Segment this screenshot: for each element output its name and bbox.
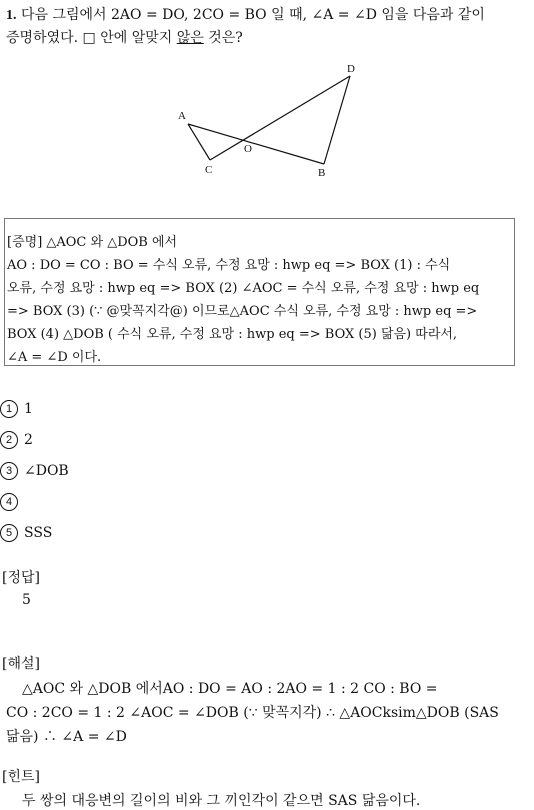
proof-line: BOX (4) △DOB ( 수식 오류, 수정 요망 : hwp eq => BOX (5) 닮음) 따라서, (7, 327, 458, 342)
choice-5[interactable] (0, 524, 52, 542)
explanation-line: CO : 2CO = 1 : 2 ∠AOC = ∠DOB (∵ 맞꼭지각) ∴ △AOCksim△DOB (SAS (6, 705, 499, 721)
hint-text: 두 쌍의 대응변의 길이의 비와 그 끼인각이 같으면 SAS 닮음이다. (22, 793, 421, 809)
explanation-line: △AOC 와 △DOB 에서AO : DO = AO : 2AO = 1 : 2 CO : BO = (22, 681, 438, 697)
choice-text: ∠DOB (24, 463, 69, 479)
choice-3[interactable] (0, 462, 69, 480)
answer-value: 5 (22, 592, 31, 608)
proof-line: AO : DO = CO : BO = 수식 오류, 수정 요망 : hwp eq => BOX (1) : 수식 (7, 258, 451, 273)
hint-title: [힌트] (2, 769, 40, 785)
question-line-2 (6, 27, 243, 47)
choice-text: SSS (24, 525, 53, 541)
label-O: O (244, 143, 252, 155)
question-text-1: 다음 그림에서 2AO = DO, 2CO = BO 일 때, ∠A = ∠D 임을 다음과 같이 (20, 7, 485, 23)
choice-marker: 5 (0, 524, 18, 542)
label-C: C (205, 164, 213, 176)
explanation-title: [해설] (2, 656, 40, 672)
choice-4[interactable] (0, 493, 24, 511)
proof-line: 오류, 수정 요망 : hwp eq => BOX (2) ∠AOC = 수식 오류, 수정 요망 : hwp eq (7, 281, 480, 296)
answer-title: [정답] (2, 570, 40, 586)
geometry-figure (170, 62, 370, 182)
question-text-2a: 증명하였다. □ 안에 알맞지 (6, 30, 177, 46)
label-D: D (347, 63, 355, 75)
question-line-1 (6, 4, 485, 24)
explanation-line: 닮음) ∴ ∠A = ∠D (6, 729, 127, 745)
choice-2[interactable] (0, 431, 33, 449)
choice-text: 1 (24, 401, 33, 417)
choice-marker: 3 (0, 462, 18, 480)
choice-marker: 2 (0, 431, 18, 449)
label-A: A (178, 110, 186, 122)
question-number: 1. (6, 8, 17, 23)
question-text-2b: 것은? (203, 30, 243, 46)
label-B: B (318, 167, 326, 179)
proof-line: => BOX (3) (∵ @맞꼭지각@) 이므로△AOC 수식 오류, 수정 요망 : hwp eq => (7, 304, 478, 319)
choice-marker: 4 (0, 493, 18, 511)
choice-1[interactable] (0, 400, 33, 418)
proof-line: [증명] △AOC 와 △DOB 에서 (7, 235, 178, 250)
choice-text: 2 (24, 432, 33, 448)
proof-line: ∠A = ∠D 이다. (7, 350, 102, 365)
choice-marker: 1 (0, 400, 18, 418)
proof-box (4, 218, 515, 366)
question-emphasis: 않은 (176, 30, 204, 46)
